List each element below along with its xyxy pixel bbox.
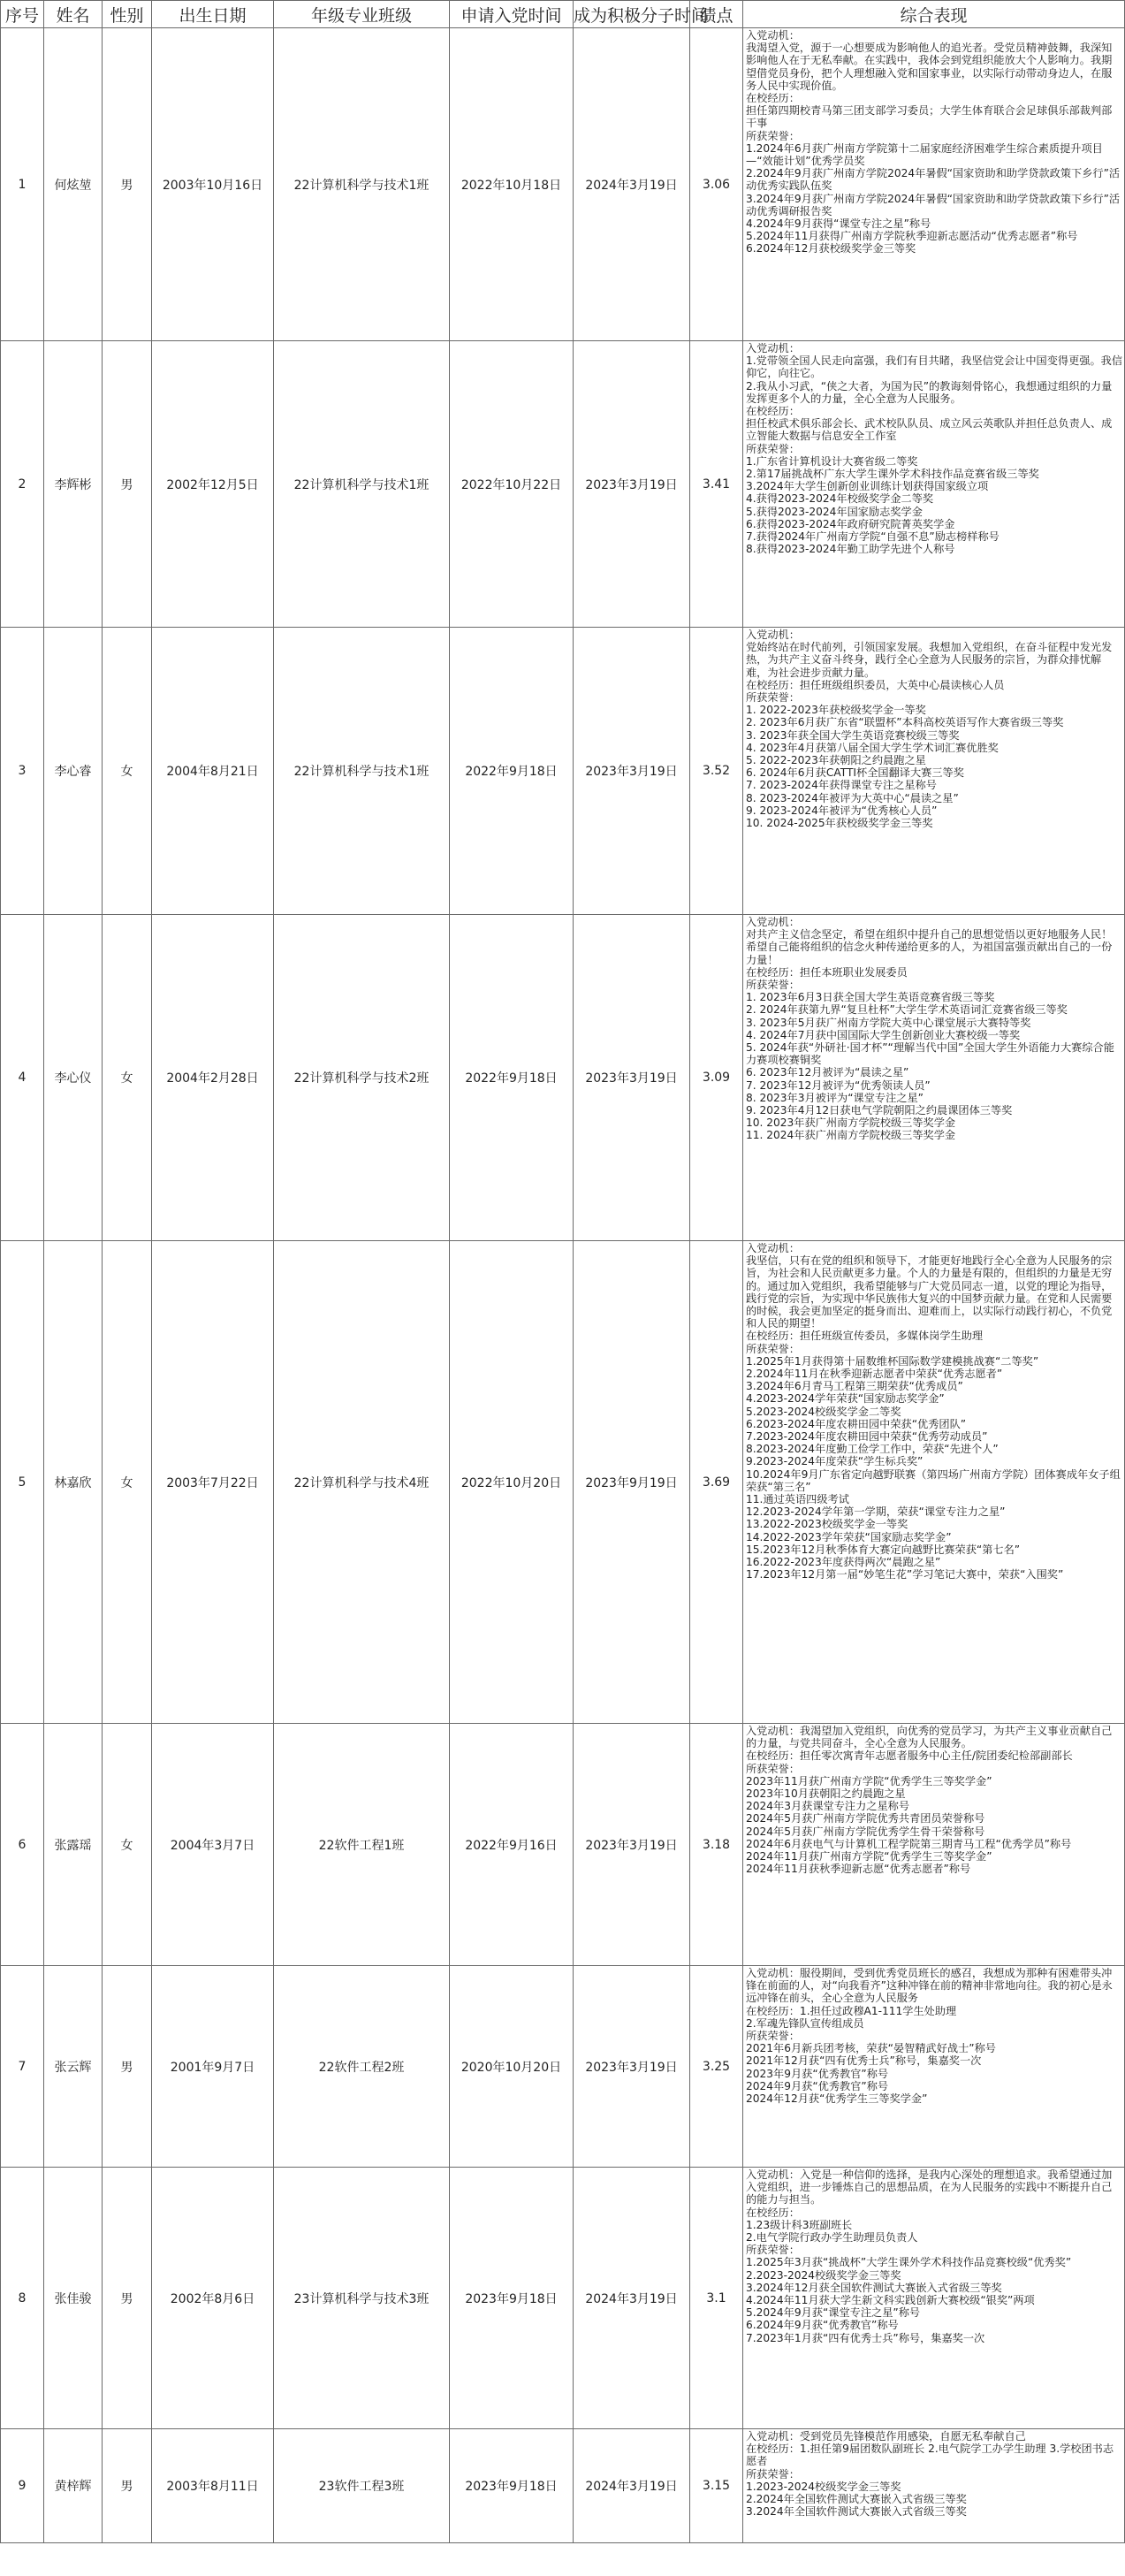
cell-apply-date: 2023年9月18日 xyxy=(450,2168,574,2429)
cell-gpa: 3.09 xyxy=(690,915,743,1241)
performance-line: 入党动机： xyxy=(746,629,800,641)
performance-line: 入党动机：我渴望加入党组织，向优秀的党员学习，为共产主义事业贡献自己的力量，与党共同奋斗，全心全意为人民服务。 xyxy=(746,1725,1113,1750)
performance-line: 7. 2023-2024年获得课堂专注之星称号 xyxy=(746,779,937,792)
cell-class: 22计算机科学与技术1班 xyxy=(274,341,450,628)
cell-activist-date: 2024年3月19日 xyxy=(574,28,690,341)
performance-line: 8.获得2023-2024年勤工助学先进个人称号 xyxy=(746,543,955,556)
cell-performance xyxy=(743,915,1125,1241)
performance-line: 所获荣誉： xyxy=(746,979,800,992)
performance-line: 1.2025年1月获得第十届数维杯国际数学建模挑战赛“二等奖” xyxy=(746,1354,1039,1368)
performance-line: 8.2023-2024年度勤工俭学工作中，荣获“先进个人” xyxy=(746,1443,999,1456)
cell-index: 2 xyxy=(1,341,44,628)
header-cell: 年级专业班级 xyxy=(274,1,450,28)
performance-line: 入党动机：入党是一种信仰的选择，是我内心深处的理想追求。我希望通过加入党组织，进一步锤炼自己的思想品质，在为人民服务的实践中不断提升自己的能力与担当。 xyxy=(746,2168,1113,2206)
cell-gender: 男 xyxy=(103,341,152,628)
cell-gender: 女 xyxy=(103,628,152,915)
cell-apply-date: 2022年10月20日 xyxy=(450,1241,574,1724)
cell-name: 何炫堃 xyxy=(44,28,103,341)
performance-line: 1.广东省计算机设计大赛省级二等奖 xyxy=(746,454,918,468)
performance-line: 11. 2024年获广州南方学院校级三等奖学金 xyxy=(746,1129,956,1142)
performance-line: 5.2023-2024校级奖学金二等奖 xyxy=(746,1405,901,1418)
cell-birth-date: 2004年8月21日 xyxy=(152,628,274,915)
performance-line: 担任校武术俱乐部会长、武术校队队员、成立风云英歌队并担任总负责人、成立智能大数据与信息安全工作室 xyxy=(746,417,1113,443)
performance-line: 9.2023-2024年度荣获“学生标兵奖” xyxy=(746,1455,924,1468)
performance-line: 在校经历：担任班级组织委员，大英中心晨读核心人员 xyxy=(746,678,1005,691)
performance-line: 10. 2024-2025年获校级奖学金三等奖 xyxy=(746,817,933,830)
performance-line: 2.电气学院行政办学生助理员负责人 xyxy=(746,2231,918,2244)
cell-gender: 男 xyxy=(103,2168,152,2429)
performance-line: 3.2024年大学生创新创业训练计划获得国家级立项 xyxy=(746,480,989,493)
performance-line: 担任第四期校青马第三团支部学习委员；大学生体育联合会足球俱乐部裁判部干事 xyxy=(746,104,1113,130)
cell-birth-date: 2004年3月7日 xyxy=(152,1724,274,1966)
cell-birth-date: 2002年8月6日 xyxy=(152,2168,274,2429)
performance-line: 5. 2022-2023年获朝阳之约晨跑之星 xyxy=(746,754,926,767)
cell-class: 23软件工程3班 xyxy=(274,2429,450,2543)
cell-gpa: 3.15 xyxy=(690,2429,743,2543)
table-row xyxy=(1,1966,1125,2168)
header-cell: 申请入党时间 xyxy=(450,1,574,28)
performance-line: 2.军魂先锋队宣传组成员 xyxy=(746,2016,864,2030)
cell-birth-date: 2002年12月5日 xyxy=(152,341,274,628)
cell-index: 6 xyxy=(1,1724,44,1966)
cell-index: 4 xyxy=(1,915,44,1241)
performance-line: 所获荣誉： xyxy=(746,2030,800,2043)
performance-line: 12.2023-2024学年第一学期，荣获“课堂专注力之星” xyxy=(746,1505,1006,1519)
performance-line: 9. 2023-2024年被评为“优秀核心人员” xyxy=(746,804,938,817)
performance-line: 15.2023年12月秋季体育大赛定向越野比赛荣获“第七名” xyxy=(746,1543,1021,1556)
cell-performance xyxy=(743,628,1125,915)
cell-activist-date: 2023年3月19日 xyxy=(574,628,690,915)
cell-class: 22计算机科学与技术4班 xyxy=(274,1241,450,1724)
cell-performance xyxy=(743,1724,1125,1966)
cell-name: 李心仪 xyxy=(44,915,103,1241)
performance-line: 2. 2024年获第九界“复旦杜杯”大学生学术英语词汇竞赛省级三等奖 xyxy=(746,1003,1068,1017)
performance-line: 6.2024年9月获“优秀教官”称号 xyxy=(746,2319,899,2332)
cell-gpa: 3.52 xyxy=(690,628,743,915)
cell-activist-date: 2023年9月19日 xyxy=(574,1241,690,1724)
performance-line: 在校经历：担任本班职业发展委员 xyxy=(746,965,908,979)
cell-activist-date: 2024年3月19日 xyxy=(574,2168,690,2429)
cell-performance xyxy=(743,1966,1125,2168)
cell-apply-date: 2022年9月16日 xyxy=(450,1724,574,1966)
performance-line: 在校经历：1.担任第9届团数队副班长 2.电气院学工办学生助理 3.学校团书志愿者 xyxy=(746,2443,1114,2468)
cell-gpa: 3.18 xyxy=(690,1724,743,1966)
performance-line: 6. 2023年12月被评为“晨读之星” xyxy=(746,1066,909,1079)
performance-line: 2.2024年11月在秋季迎新志愿者中荣获“优秀志愿者” xyxy=(746,1368,1003,1381)
performance-line: 2024年3月获课堂专注力之星称号 xyxy=(746,1800,910,1813)
performance-line: 2024年11月获广州南方学院“优秀学生三等奖学金” xyxy=(746,1850,992,1863)
performance-line: 1.党带领全国人民走向富强，我们有目共睹，我坚信党会让中国变得更强。我信仰它，向往它。 xyxy=(746,354,1123,380)
performance-line: 10.2024年9月广东省定向越野联赛（第四场广州南方学院）团体赛成年女子组荣获“第三名” xyxy=(746,1467,1121,1493)
performance-line: 1.23级计科3班副班长 xyxy=(746,2218,853,2231)
cell-index: 3 xyxy=(1,628,44,915)
cell-gender: 女 xyxy=(103,915,152,1241)
cell-name: 张佳骏 xyxy=(44,2168,103,2429)
performance-line: 4.2023-2024学年荣获“国家励志奖学金” xyxy=(746,1392,945,1406)
cell-class: 22计算机科学与技术1班 xyxy=(274,628,450,915)
performance-line: 对共产主义信念坚定，希望在组织中提升自己的思想觉悟以更好地服务人民！希望自己能将组织的信念火种传递给更多的人，为祖国富强贡献出自己的一份力量！ xyxy=(746,928,1113,966)
header-cell: 出生日期 xyxy=(152,1,274,28)
performance-line: 2. 2023年6月获广东省“联盟杯”本科高校英语写作大赛省级三等奖 xyxy=(746,716,1064,729)
performance-line: 所获荣誉： xyxy=(746,2244,800,2257)
performance-line: 14.2022-2023学年荣获“国家励志奖学金” xyxy=(746,1530,952,1543)
table-row xyxy=(1,28,1125,341)
performance-line: 5. 2024年获“外研社·国才杯”“理解当代中国”全国大学生外语能力大赛综合能力赛项校赛铜奖 xyxy=(746,1041,1114,1067)
cell-activist-date: 2024年3月19日 xyxy=(574,2429,690,2543)
performance-line: 2024年6月获电气与计算机工程学院第三期青马工程“优秀学员”称号 xyxy=(746,1837,1072,1850)
performance-line: 1. 2022-2023年获校级奖学金一等奖 xyxy=(746,704,926,717)
performance-line: 5.2024年11月获得广州南方学院秋季迎新志愿活动“优秀志愿者”称号 xyxy=(746,230,1078,243)
performance-line: 13.2022-2023校级奖学金一等奖 xyxy=(746,1518,908,1531)
performance-line: 4.获得2023-2024年校级奖学金二等奖 xyxy=(746,492,934,506)
cell-performance xyxy=(743,2429,1125,2543)
performance-line: 所获荣誉： xyxy=(746,1342,800,1355)
cell-apply-date: 2022年9月18日 xyxy=(450,628,574,915)
cell-name: 黄梓辉 xyxy=(44,2429,103,2543)
table-row xyxy=(1,1724,1125,1966)
cell-apply-date: 2022年10月22日 xyxy=(450,341,574,628)
performance-line: 入党动机： xyxy=(746,342,800,354)
performance-line: 所获荣誉： xyxy=(746,2467,800,2481)
cell-activist-date: 2023年3月19日 xyxy=(574,915,690,1241)
performance-line: 所获荣誉： xyxy=(746,442,800,455)
cell-birth-date: 2003年7月22日 xyxy=(152,1241,274,1724)
performance-line: 6. 2024年6月获CATTI杯全国翻译大赛三等奖 xyxy=(746,766,964,780)
performance-line: 2023年9月获“优秀教官”称号 xyxy=(746,2067,889,2080)
table-row xyxy=(1,341,1125,628)
performance-line: 2021年12月获“四有优秀士兵”称号，集嘉奖一次 xyxy=(746,2054,982,2068)
cell-performance xyxy=(743,2168,1125,2429)
cell-name: 李辉彬 xyxy=(44,341,103,628)
cell-index: 1 xyxy=(1,28,44,341)
performance-line: 3.2024年9月获广州南方学院2024年暑假“国家资助和助学贷款政策下乡行”活动优秀调研报告奖 xyxy=(746,192,1121,217)
performance-line: 2.2024年9月获广州南方学院2024年暑假“国家资助和助学贷款政策下乡行”活动优秀实践队伍奖 xyxy=(746,167,1121,193)
header-row xyxy=(1,1,1125,28)
performance-line: 6.2023-2024年度农耕田园中荣获“优秀团队” xyxy=(746,1417,967,1430)
cell-gender: 男 xyxy=(103,28,152,341)
performance-line: 4. 2024年7月获中国国际大学生创新创业大赛校级一等奖 xyxy=(746,1028,1021,1041)
performance-line: 在校经历：担任班级宣传委员，多媒体岗学生助理 xyxy=(746,1330,984,1343)
performance-line: 3.2024年12月获全国软件测试大赛嵌入式省级三等奖 xyxy=(746,2281,1002,2294)
cell-gpa: 3.25 xyxy=(690,1966,743,2168)
performance-line: 在校经历： xyxy=(746,405,800,418)
header-cell: 成为积极分子时间 xyxy=(574,1,690,28)
cell-apply-date: 2022年10月18日 xyxy=(450,28,574,341)
cell-gpa: 3.41 xyxy=(690,341,743,628)
performance-line: 2021年6月新兵团考核，荣获“晏智精武好战士”称号 xyxy=(746,2042,996,2055)
cell-apply-date: 2022年9月18日 xyxy=(450,915,574,1241)
cell-gender: 男 xyxy=(103,1966,152,2168)
performance-line: 在校经历： xyxy=(746,92,800,105)
performance-line: 2024年5月获广州南方学院优秀共青团员荣誉称号 xyxy=(746,1812,985,1825)
cell-activist-date: 2023年3月19日 xyxy=(574,1966,690,2168)
performance-line: 2024年9月获“优秀教官”称号 xyxy=(746,2079,889,2092)
cell-apply-date: 2020年10月20日 xyxy=(450,1966,574,2168)
performance-line: 党始终站在时代前列，引领国家发展。我想加入党组织，在奋斗征程中发光发热，为共产主义奋斗终身，践行全心全意为人民服务的宗旨，为群众排忧解难，为社会进步贡献力量。 xyxy=(746,641,1113,679)
performance-line: 入党动机： xyxy=(746,916,800,928)
cell-birth-date: 2003年8月11日 xyxy=(152,2429,274,2543)
cell-class: 22软件工程2班 xyxy=(274,1966,450,2168)
performance-line: 在校经历： xyxy=(746,2206,800,2219)
cell-class: 22计算机科学与技术1班 xyxy=(274,28,450,341)
cell-apply-date: 2023年9月18日 xyxy=(450,2429,574,2543)
performance-line: 1.2024年6月获广州南方学院第十二届家庭经济困难学生综合素质提升项目—“效能计划”优秀学员奖 xyxy=(746,141,1103,168)
cell-performance xyxy=(743,1241,1125,1724)
header-cell: 性别 xyxy=(103,1,152,28)
performance-line: 10. 2023年获广州南方学院校级三等奖学金 xyxy=(746,1117,956,1130)
header-cell: 绩点 xyxy=(690,1,743,28)
performance-line: 2.2024年全国软件测试大赛嵌入式省级三等奖 xyxy=(746,2493,967,2506)
performance-line: 11.通过英语四级考试 xyxy=(746,1493,849,1506)
performance-line: 2024年11月获秋季迎新志愿“优秀志愿者”称号 xyxy=(746,1863,971,1876)
performance-line: 3.2024年6月青马工程第三期荣获“优秀成员” xyxy=(746,1380,963,1393)
performance-line: 7.2023-2024年度农耕田园中荣获“优秀劳动成员” xyxy=(746,1430,988,1444)
performance-line: 2023年11月获广州南方学院“优秀学生三等奖学金” xyxy=(746,1774,992,1787)
performance-line: 1. 2023年6月3日获全国大学生英语竞赛省级三等奖 xyxy=(746,991,995,1004)
cell-activist-date: 2023年3月19日 xyxy=(574,341,690,628)
cell-birth-date: 2003年10月16日 xyxy=(152,28,274,341)
cell-gpa: 3.1 xyxy=(690,2168,743,2429)
cell-performance xyxy=(743,341,1125,628)
table-row xyxy=(1,628,1125,915)
cell-index: 7 xyxy=(1,1966,44,2168)
performance-line: 7.获得2024年广州南方学院“自强不息”励志榜样称号 xyxy=(746,530,1000,544)
performance-line: 3. 2023年5月获广州南方学院大英中心课堂展示大赛特等奖 xyxy=(746,1016,1031,1029)
cell-index: 5 xyxy=(1,1241,44,1724)
performance-line: 1.2023-2024校级奖学金三等奖 xyxy=(746,2480,901,2493)
cell-index: 8 xyxy=(1,2168,44,2429)
performance-line: 9. 2023年4月12日获电气学院朝阳之约晨课团体三等奖 xyxy=(746,1104,1013,1117)
performance-line: 我坚信，只有在党的组织和领导下，才能更好地践行全心全意为人民服务的宗旨，为社会和人民贡献更多力量。个人的力量是有限的，但组织的力量是无穷的。通过加入党组织，我希望能够与广大党员同志一道，以党的理论为指导，践行党的宗旨，为实现中华民族伟大复兴的中国梦贡献力量。在党和人民需要的时候，我会更加坚定的挺身而出、迎难而上，以实际行动践行初心，不负党和人民的期望！ xyxy=(746,1254,1113,1330)
cell-activist-date: 2023年3月19日 xyxy=(574,1724,690,1966)
header-cell: 综合表现 xyxy=(743,1,1125,28)
cell-index: 9 xyxy=(1,2429,44,2543)
table-row xyxy=(1,2429,1125,2543)
performance-line: 2.我从小习武，“侠之大者，为国为民”的教诲刻骨铭心，我想通过组织的力量发挥更多个人的力量，全心全意为人民服务。 xyxy=(746,379,1113,405)
cell-class: 22计算机科学与技术2班 xyxy=(274,915,450,1241)
performance-line: 所获荣誉： xyxy=(746,129,800,142)
table-row xyxy=(1,915,1125,1241)
cell-class: 22软件工程1班 xyxy=(274,1724,450,1966)
performance-line: 7. 2023年12月被评为“优秀领读人员” xyxy=(746,1078,931,1092)
performance-line: 3. 2023年获全国大学生英语竞赛校级三等奖 xyxy=(746,728,960,742)
performance-line: 3.2024年全国软件测试大赛嵌入式省级三等奖 xyxy=(746,2505,967,2519)
cell-performance xyxy=(743,28,1125,341)
cell-birth-date: 2004年2月28日 xyxy=(152,915,274,1241)
table-row xyxy=(1,1241,1125,1724)
performance-line: 我渴望入党，源于一心想要成为影响他人的追光者。受党员精神鼓舞，我深知影响他人在于无私奉献。在实践中，我体会到党组织能放大个人影响力。我期望借党员身份，把个人理想融入党和国家事业，以实际行动带动身边人，在服务人民中实现价值。 xyxy=(746,42,1113,92)
performance-line: 8. 2023年3月被评为“课堂专注之星” xyxy=(746,1091,924,1104)
performance-line: 在校经历：1.担任过政穆A1-111学生处助理 xyxy=(746,2004,957,2017)
performance-line: 2024年5月获广州南方学院优秀学生骨干荣誉称号 xyxy=(746,1825,985,1838)
header-cell: 姓名 xyxy=(44,1,103,28)
cell-gender: 女 xyxy=(103,1724,152,1966)
cell-gpa: 3.06 xyxy=(690,28,743,341)
performance-line: 4. 2023年4月获第八届全国大学生学术词汇赛优胜奖 xyxy=(746,741,999,754)
cell-gpa: 3.69 xyxy=(690,1241,743,1724)
performance-line: 7.2023年1月获“四有优秀士兵”称号，集嘉奖一次 xyxy=(746,2331,985,2344)
performance-line: 所获荣誉： xyxy=(746,1762,800,1775)
header-cell: 序号 xyxy=(1,1,44,28)
performance-line: 8. 2023-2024年被评为大英中心“晨读之星” xyxy=(746,791,959,804)
performance-line: 2023年10月获朝阳之约晨跑之星 xyxy=(746,1787,906,1801)
performance-line: 2.第17届挑战杯广东大学生课外学术科技作品竞赛省级三等奖 xyxy=(746,468,1039,481)
performance-line: 4.2024年9月获得“课堂专注之星”称号 xyxy=(746,217,931,231)
cell-name: 李心睿 xyxy=(44,628,103,915)
performance-line: 入党动机： xyxy=(746,29,800,42)
performance-line: 4.2024年11月获大学生新文科实践创新大赛校级“银奖”两项 xyxy=(746,2294,1035,2307)
cell-gender: 男 xyxy=(103,2429,152,2543)
performance-line: 在校经历：担任零次寓青年志愿者服务中心主任/院团委纪检部副部长 xyxy=(746,1749,1073,1763)
performance-line: 5.获得2023-2024年国家励志奖学金 xyxy=(746,505,923,518)
performance-line: 5.2024年9月获“课堂专注之星”称号 xyxy=(746,2306,921,2320)
performance-line: 16.2022-2023年度获得两次“晨跑之星” xyxy=(746,1556,941,1569)
performance-line: 6.2024年12月获校级奖学金三等奖 xyxy=(746,242,916,255)
cell-birth-date: 2001年9月7日 xyxy=(152,1966,274,2168)
performance-line: 入党动机： xyxy=(746,1242,800,1254)
performance-line: 2024年12月获“优秀学生三等奖学金” xyxy=(746,2092,928,2106)
performance-line: 2.2023-2024校级奖学金三等奖 xyxy=(746,2268,901,2282)
cell-name: 林嘉欣 xyxy=(44,1241,103,1724)
table-row xyxy=(1,2168,1125,2429)
performance-line: 6.获得2023-2024年政府研究院菁英奖学金 xyxy=(746,517,955,530)
cell-class: 23计算机科学与技术3班 xyxy=(274,2168,450,2429)
cell-name: 张露瑶 xyxy=(44,1724,103,1966)
cell-name: 张云辉 xyxy=(44,1966,103,2168)
performance-line: 所获荣誉： xyxy=(746,691,800,705)
performance-line: 入党动机：受到党员先锋模范作用感染，自愿无私奉献自己 xyxy=(746,2430,1026,2443)
cell-gender: 女 xyxy=(103,1241,152,1724)
performance-line: 17.2023年12月第一届“妙笔生花”学习笔记大赛中，荣获“入围奖” xyxy=(746,1568,1064,1581)
performance-line: 1.2025年3月获“挑战杯”大学生课外学术科技作品竞赛校级“优秀奖” xyxy=(746,2256,1072,2269)
performance-line: 入党动机：服役期间，受到优秀党员班长的感召，我想成为那种有困难带头冲锋在前面的人，对“向我看齐”这种冲锋在前的精神非常地向往。我的初心是永远冲锋在前头，全心全意为人民服务 xyxy=(746,1967,1113,2005)
